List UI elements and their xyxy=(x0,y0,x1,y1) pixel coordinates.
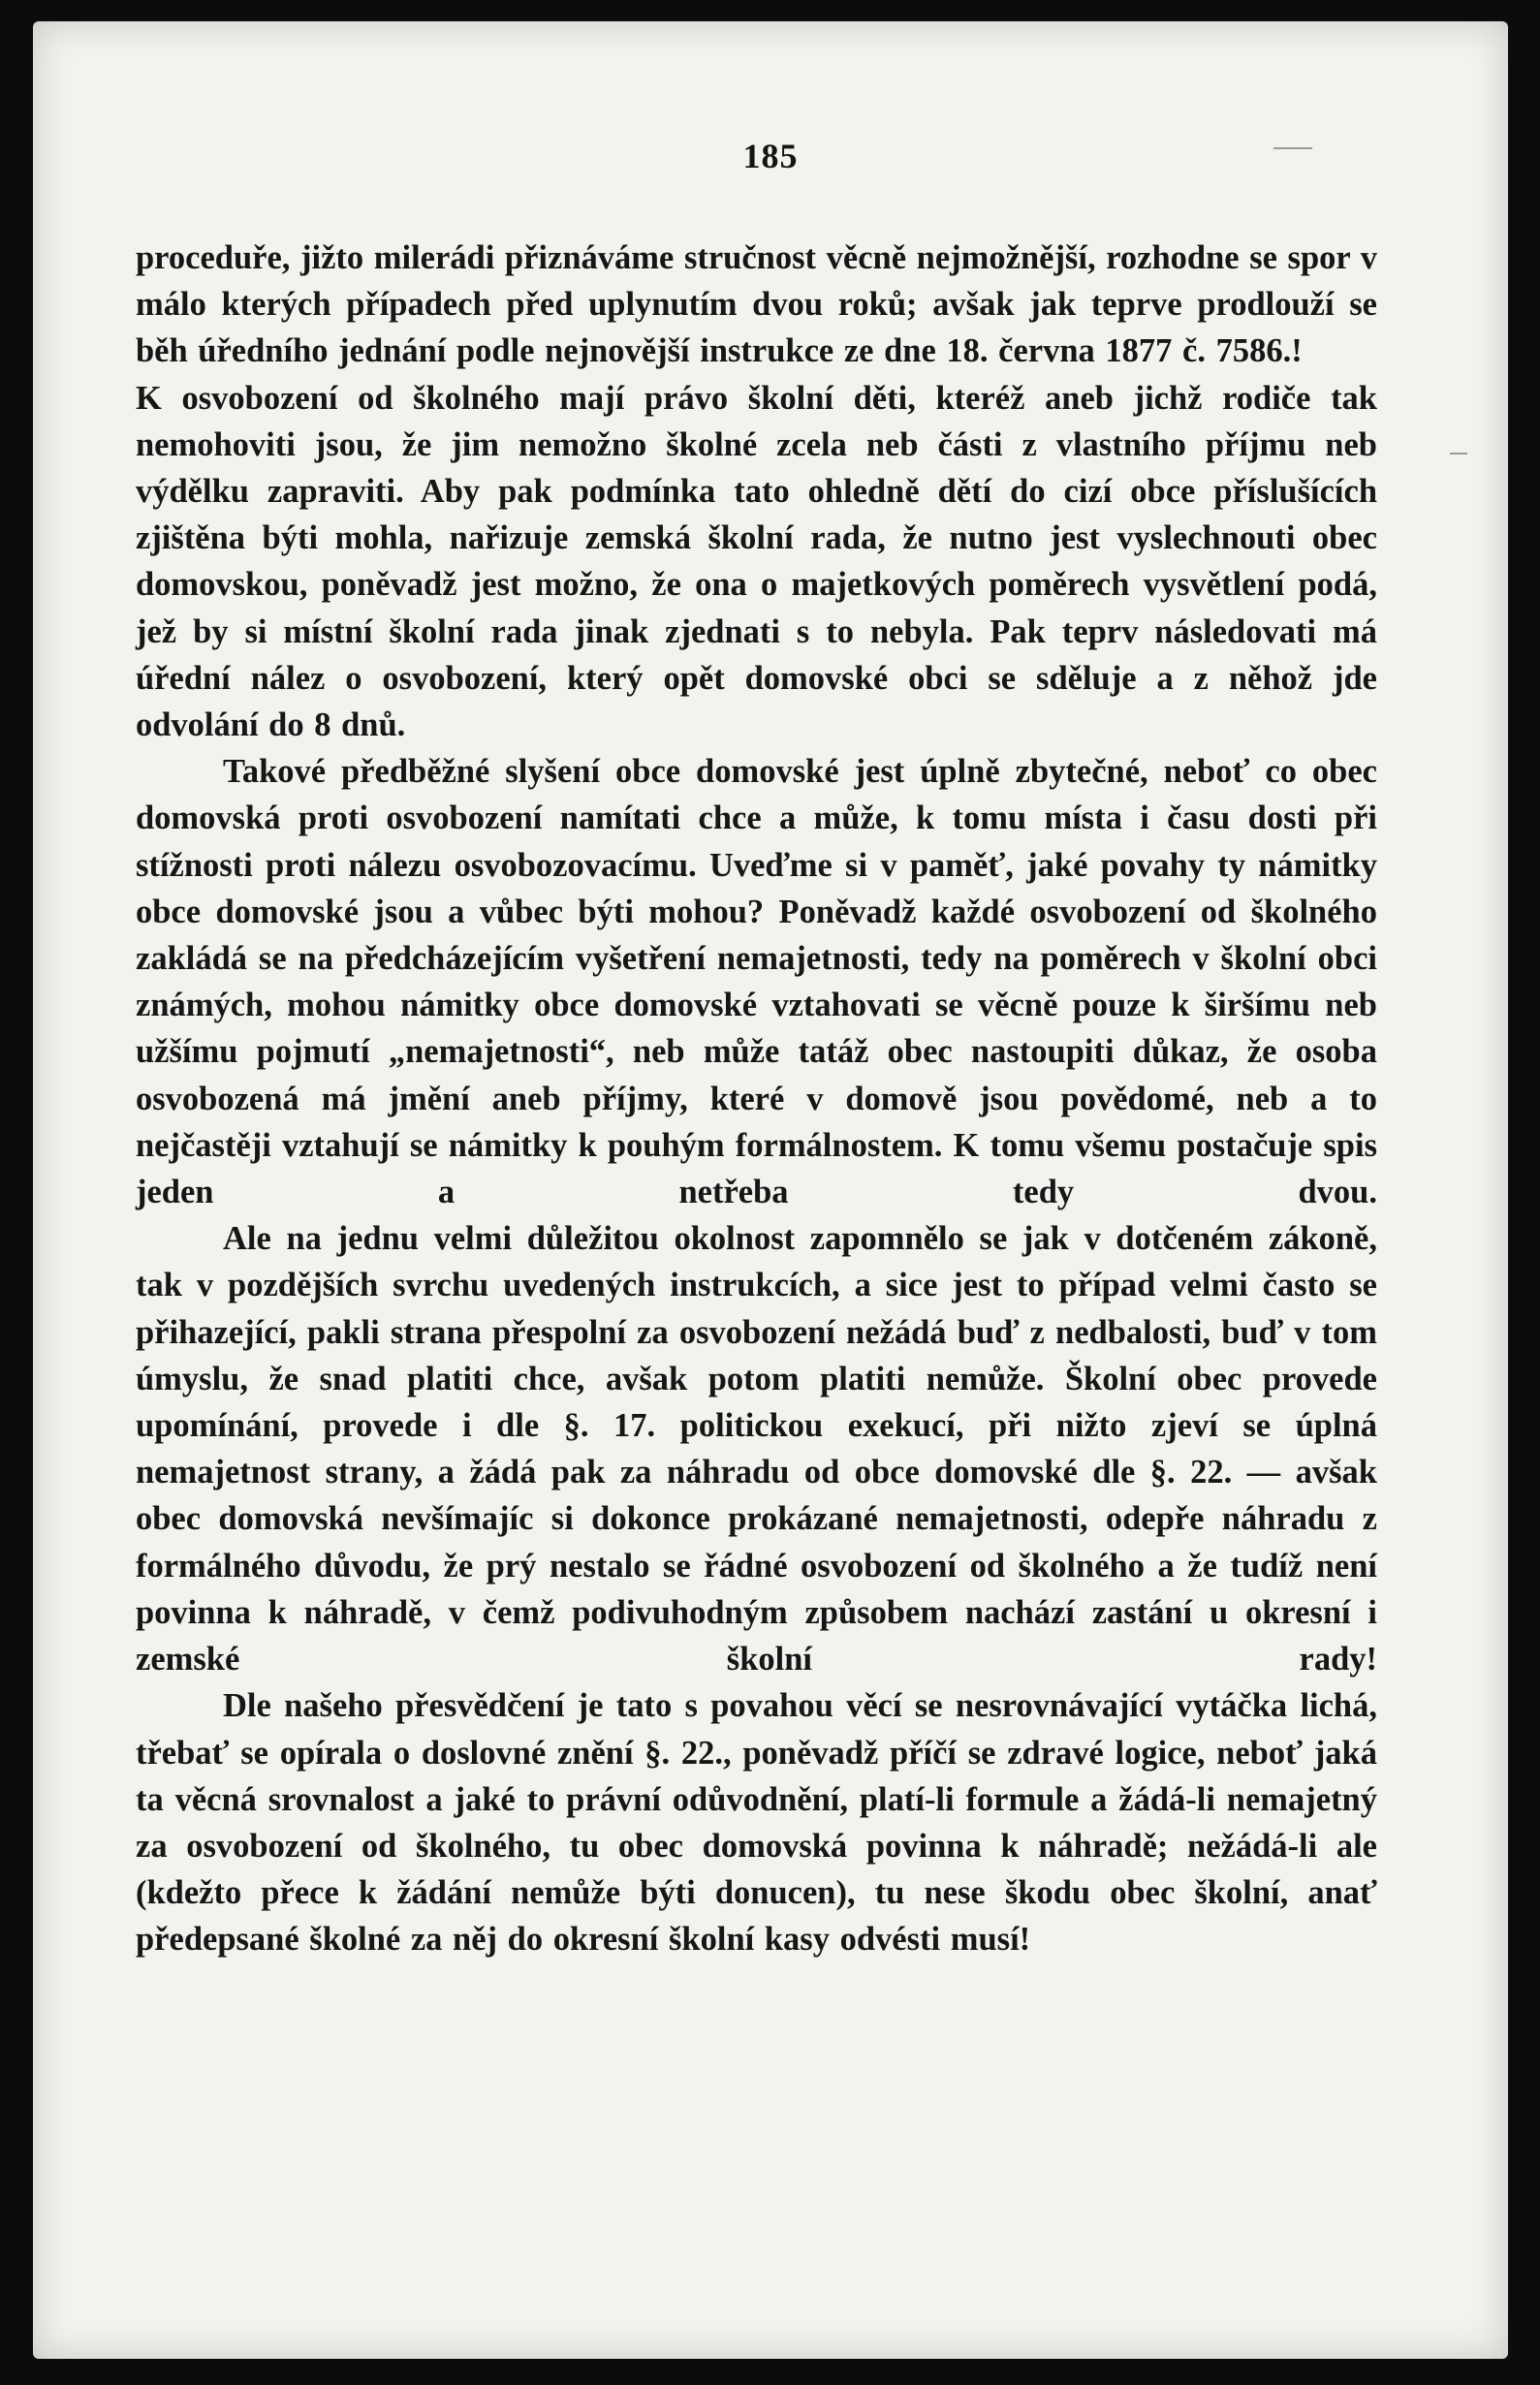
paragraph-1: proceduře, jižto milerádi přiznáváme stručnost věcně nejmožnější, rozhodne se spor v málo kterých případech před uplynutím dvou roků; avšak jak teprve prodlouží se běh úředního jednání podle nejnovější instrukce ze dne 18. června 1877 č. 7586.! xyxy=(136,239,1377,370)
paragraph-3: Takové předběžné slyšení obce domovské jest úplně zbytečné, neboť co obec domovská proti osvobození namítati chce a může, k tomu místa i času dosti při stížnosti proti nálezu osvobozovacímu. Uveďme si v paměť, jaké povahy ty námitky obce domovské jsou a vůbec býti mohou? Poněvadž každé osvobození od školného zakládá se na předcházejícím vyšetření nemajetnosti, tedy na poměrech v školní obci známých, mohou námitky obce domovské vztahovati se věcně pouze k širšímu neb užšímu pojmutí „nemajetnosti“, neb může tatáž obec nastoupiti důkaz, že osoba osvobozená má jmění aneb příjmy, které v domově jsou povědomé, neb a to nejčastěji vztahují se námitky k pouhým formálnostem. K tomu všemu postačuje spis jeden a netřeba tedy dvou. xyxy=(136,753,1377,1211)
paragraph-4: Ale na jednu velmi důležitou okolnost zapomnělo se jak v dotčeném zákoně, tak v pozdějších svrchu uvedených instrukcích, a sice jest to případ velmi často se přihazející, pakli strana přespolní za osvobození nežádá buď z nedbalosti, buď v tom úmyslu, že snad platiti chce, avšak potom platiti nemůže. Školní obec provede upomínání, provede i dle §. 17. politickou exekucí, při nižto zjeví se úplná nemajetnost strany, a žádá pak za náhradu od obce domovské dle §. 22. — avšak obec domovská nevšímajíc si dokonce prokázané nemajetnosti, odepře náhradu z formálného důvodu, že prý nestalo se řádné osvobození od školného a že tudíž není povinna k náhradě, v čemž podivuhodným způsobem nachází zastání u okresní i zemské školní rady! xyxy=(136,1220,1377,1679)
body-text xyxy=(136,235,1377,1963)
paragraph-5: Dle našeho přesvědčení je tato s povahou věcí se nesrovnávající vytáčka lichá, třebať se opírala o doslovné znění §. 22., poněvadž příčí se zdravé logice, neboť jaká ta věcná srovnalost a jaké to právní odůvodnění, platí-li formule a žádá-li nemajetný za osvobození od školného, tu obec domovská povinna k náhradě; nežádá-li ale (kdežto přece k žádání nemůže býti donucen), tu nese škodu obec školní, anať předepsané školné za něj do okresní školní kasy odvésti musí! xyxy=(136,1687,1377,1959)
margin-mark xyxy=(1450,453,1467,455)
page-number: 185 xyxy=(742,137,799,175)
paragraph-2: K osvobození od školného mají právo školní děti, kteréž aneb jichž rodiče tak nemohoviti jsou, že jim nemožno školné zcela neb části z vlastního příjmu neb výdělku zapraviti. Aby pak podmínka tato ohledně dětí do cizí obce příslušících zjištěna býti mohla, nařizuje zemská školní rada, že nutno jest vyslechnouti obec domovskou, poněvadž jest možno, že ona o majetkových poměrech vysvětlení podá, jež by si místní školní rada jinak zjednati s to nebyla. Pak teprv následovati má úřední nález o osvobození, který opět domovské obci se sděluje a z něhož jde odvolání do 8 dnů. xyxy=(136,379,1377,744)
margin-mark xyxy=(1273,147,1312,149)
book-page xyxy=(33,21,1508,2359)
